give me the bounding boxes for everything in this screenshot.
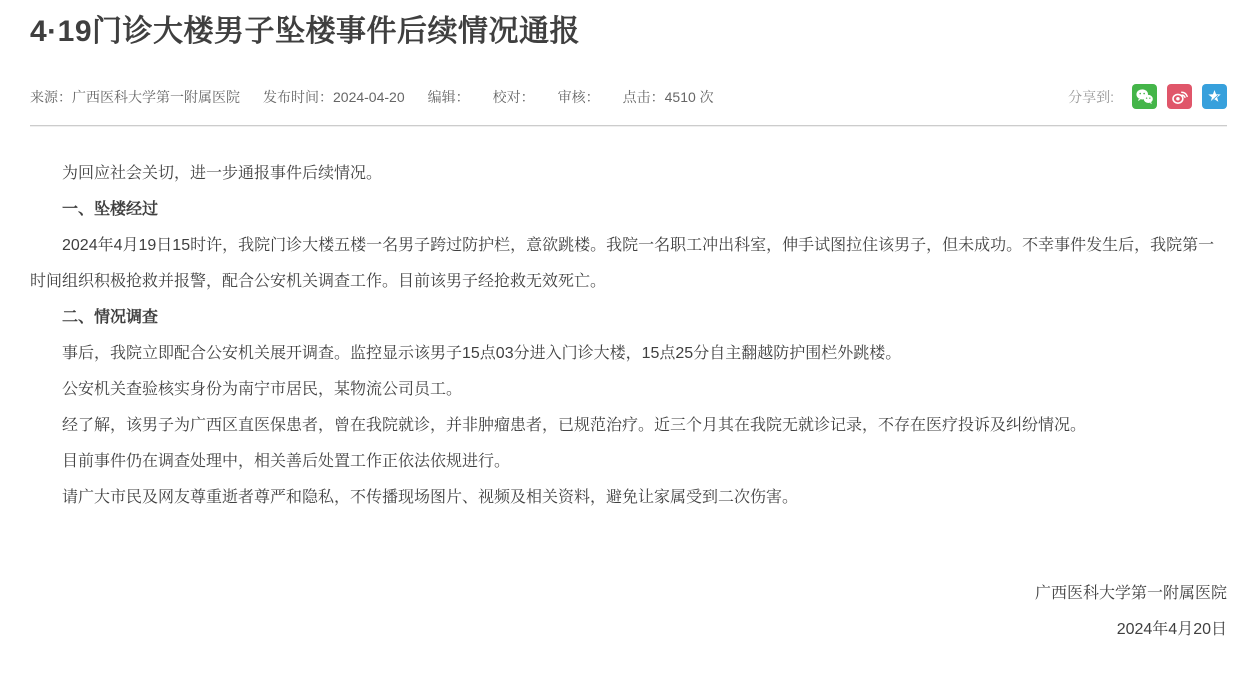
- signature-org: 广西医科大学第一附属医院: [1034, 585, 1227, 602]
- meta-source-value: 广西医科大学第一附属医院: [72, 88, 240, 105]
- signature-date: 2024年4月20日: [1116, 621, 1227, 638]
- meta-clicks-label: 点击：: [622, 88, 665, 105]
- meta-proofread: [493, 87, 535, 107]
- meta-clicks-value: 4510 次: [664, 88, 714, 105]
- article-paragraph: 经了解，该男子为广西区直医保患者，曾在我院就诊，并非肿瘤患者，已规范治疗。近三个月其在我院无就诊记录，不存在医疗投诉及纠纷情况。: [62, 417, 1087, 434]
- article-meta-bar: [30, 84, 1227, 109]
- qzone-share-icon[interactable]: [1202, 84, 1227, 109]
- meta-editor: [428, 87, 470, 107]
- signature-block: [30, 576, 1227, 648]
- share-bar: [1068, 84, 1227, 109]
- article-paragraph: 2024年4月19日15时许，我院门诊大楼五楼一名男子跨过防护栏，意欲跳楼。我院一名职工冲出科室，伸手试图拉住该男子，但未成功。不幸事件发生后，我院第一时间组织积极抢救并报警，配合公安机关调查工作。目前该男子经抢救无效死亡。: [30, 237, 1215, 290]
- article-paragraph: 目前事件仍在调查处理中，相关善后处置工作正依法依规进行。: [62, 453, 511, 470]
- meta-review-label: 审核：: [557, 88, 600, 105]
- section-heading-2: 二、情况调查: [62, 309, 159, 326]
- article-paragraph: 请广大市民及网友尊重逝者尊严和隐私，不传播现场图片、视频及相关资料，避免让家属受到二次伤害。: [62, 489, 799, 506]
- page-title: 4·19门诊大楼男子坠楼事件后续情况通报: [30, 15, 581, 48]
- article-body: [30, 156, 1227, 648]
- section-heading-1: 一、坠楼经过: [62, 201, 159, 218]
- meta-publish-value: 2024-04-20: [333, 88, 405, 105]
- article-paragraph: 公安机关查验核实身份为南宁市居民，某物流公司员工。: [62, 381, 463, 398]
- share-label: 分享到:: [1068, 88, 1114, 105]
- article-paragraph: 事后，我院立即配合公安机关展开调查。监控显示该男子15点03分进入门诊大楼，15点25分自主翻越防护围栏外跳楼。: [62, 345, 902, 362]
- meta-review: [558, 87, 600, 107]
- meta-proofread-label: 校对：: [492, 88, 535, 105]
- meta-publish-time: [263, 87, 405, 107]
- meta-source: [30, 87, 240, 107]
- wechat-share-icon[interactable]: [1132, 84, 1157, 109]
- article-paragraph: 为回应社会关切，进一步通报事件后续情况。: [62, 165, 383, 182]
- meta-editor-label: 编辑：: [427, 88, 470, 105]
- header-divider: [30, 125, 1227, 126]
- meta-publish-label: 发布时间：: [263, 88, 333, 105]
- weibo-share-icon[interactable]: [1167, 84, 1192, 109]
- meta-source-label: 来源：: [30, 88, 72, 105]
- meta-clicks: [623, 87, 714, 107]
